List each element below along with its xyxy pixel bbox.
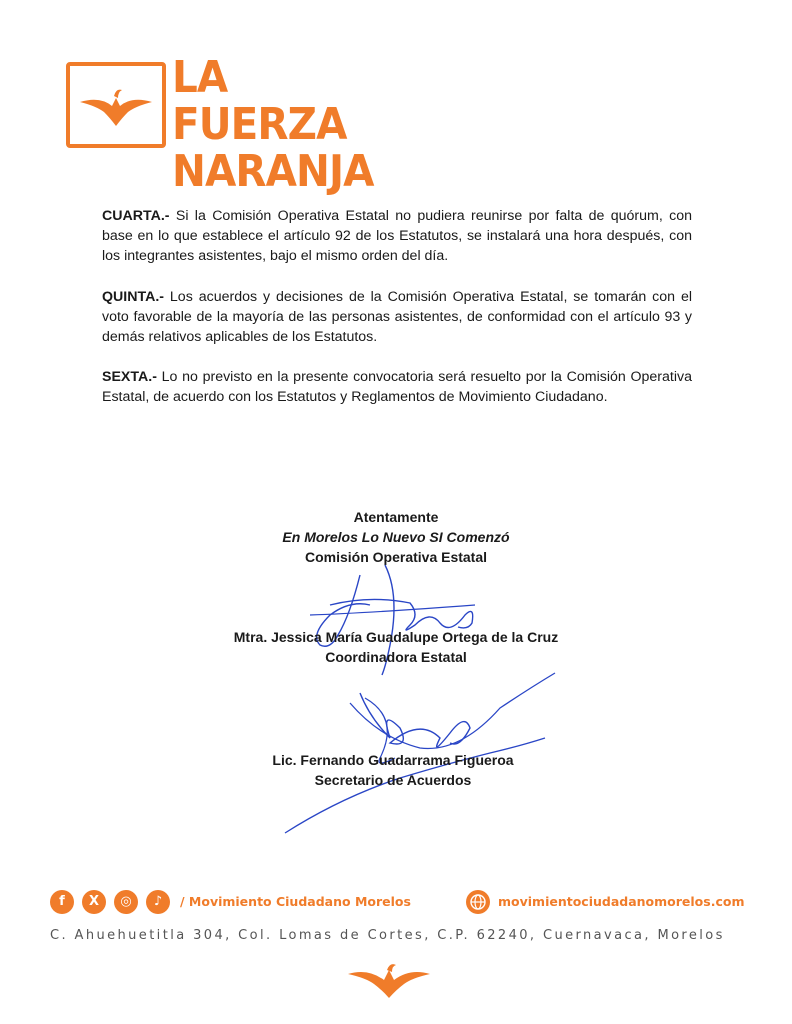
closing-committee: Comisión Operativa Estatal xyxy=(304,549,488,565)
closing-motto: En Morelos Lo Nuevo SI Comenzó xyxy=(282,529,510,545)
logo-line-1: LA FUERZA xyxy=(172,52,347,150)
paragraph-label: QUINTA.- xyxy=(102,289,164,305)
social-handle[interactable]: / Movimiento Ciudadano Morelos xyxy=(180,894,411,909)
closing-salutation: Atentamente xyxy=(353,509,439,525)
globe-icon xyxy=(466,890,490,914)
logo-wordmark xyxy=(172,54,374,195)
paragraph-cuarta xyxy=(102,206,692,266)
paragraph-text: Si la Comisión Operativa Estatal no pudiera reunirse por falta de quórum, con base en lo que establece el artículo 92 de los Estatutos, se instalará una hora después, con los integrantes asistentes, bajo el mismo orden del día. xyxy=(102,208,692,264)
x-icon[interactable]: X xyxy=(82,890,106,914)
logo-line-2: NARANJA xyxy=(172,146,374,197)
eagle-icon xyxy=(70,66,162,144)
website-link[interactable]: movimientociudadanomorelos.com xyxy=(498,894,745,909)
paragraph-text: Los acuerdos y decisiones de la Comisión Operativa Estatal, se tomarán con el voto favorable de la mayoría de las personas asistentes, de conformidad con el artículo 93 y demás relativos aplicables de los Estatutos. xyxy=(102,289,692,345)
paragraph-sexta xyxy=(102,367,692,407)
instagram-icon[interactable]: ◎ xyxy=(114,890,138,914)
eagle-emblem-icon xyxy=(346,962,432,1002)
signatory-2-title: Secretario de Acuerdos xyxy=(314,772,472,788)
footer-links xyxy=(50,888,745,918)
signatory-1-name: Mtra. Jessica María Guadalupe Ortega de la Cruz xyxy=(233,629,559,645)
footer-address: C. Ahuehuetitla 304, Col. Lomas de Cortes, C.P. 62240, Cuernavaca, Morelos xyxy=(50,928,725,943)
facebook-icon[interactable]: f xyxy=(50,890,74,914)
signatory-2-name: Lic. Fernando Guadarrama Figueroa xyxy=(272,752,514,768)
paragraph-text: Lo no previsto en la presente convocatoria será resuelto por la Comisión Operativa Estatal, de acuerdo con los Estatutos y Reglamentos de Movimiento Ciudadano. xyxy=(102,369,692,405)
paragraph-label: SEXTA.- xyxy=(102,369,157,385)
paragraph-label: CUARTA.- xyxy=(102,208,170,224)
logo-frame xyxy=(66,62,166,148)
paragraph-quinta xyxy=(102,287,692,347)
party-logo xyxy=(66,52,386,197)
tiktok-icon[interactable]: ♪ xyxy=(146,890,170,914)
signatory-1-title: Coordinadora Estatal xyxy=(325,649,467,665)
